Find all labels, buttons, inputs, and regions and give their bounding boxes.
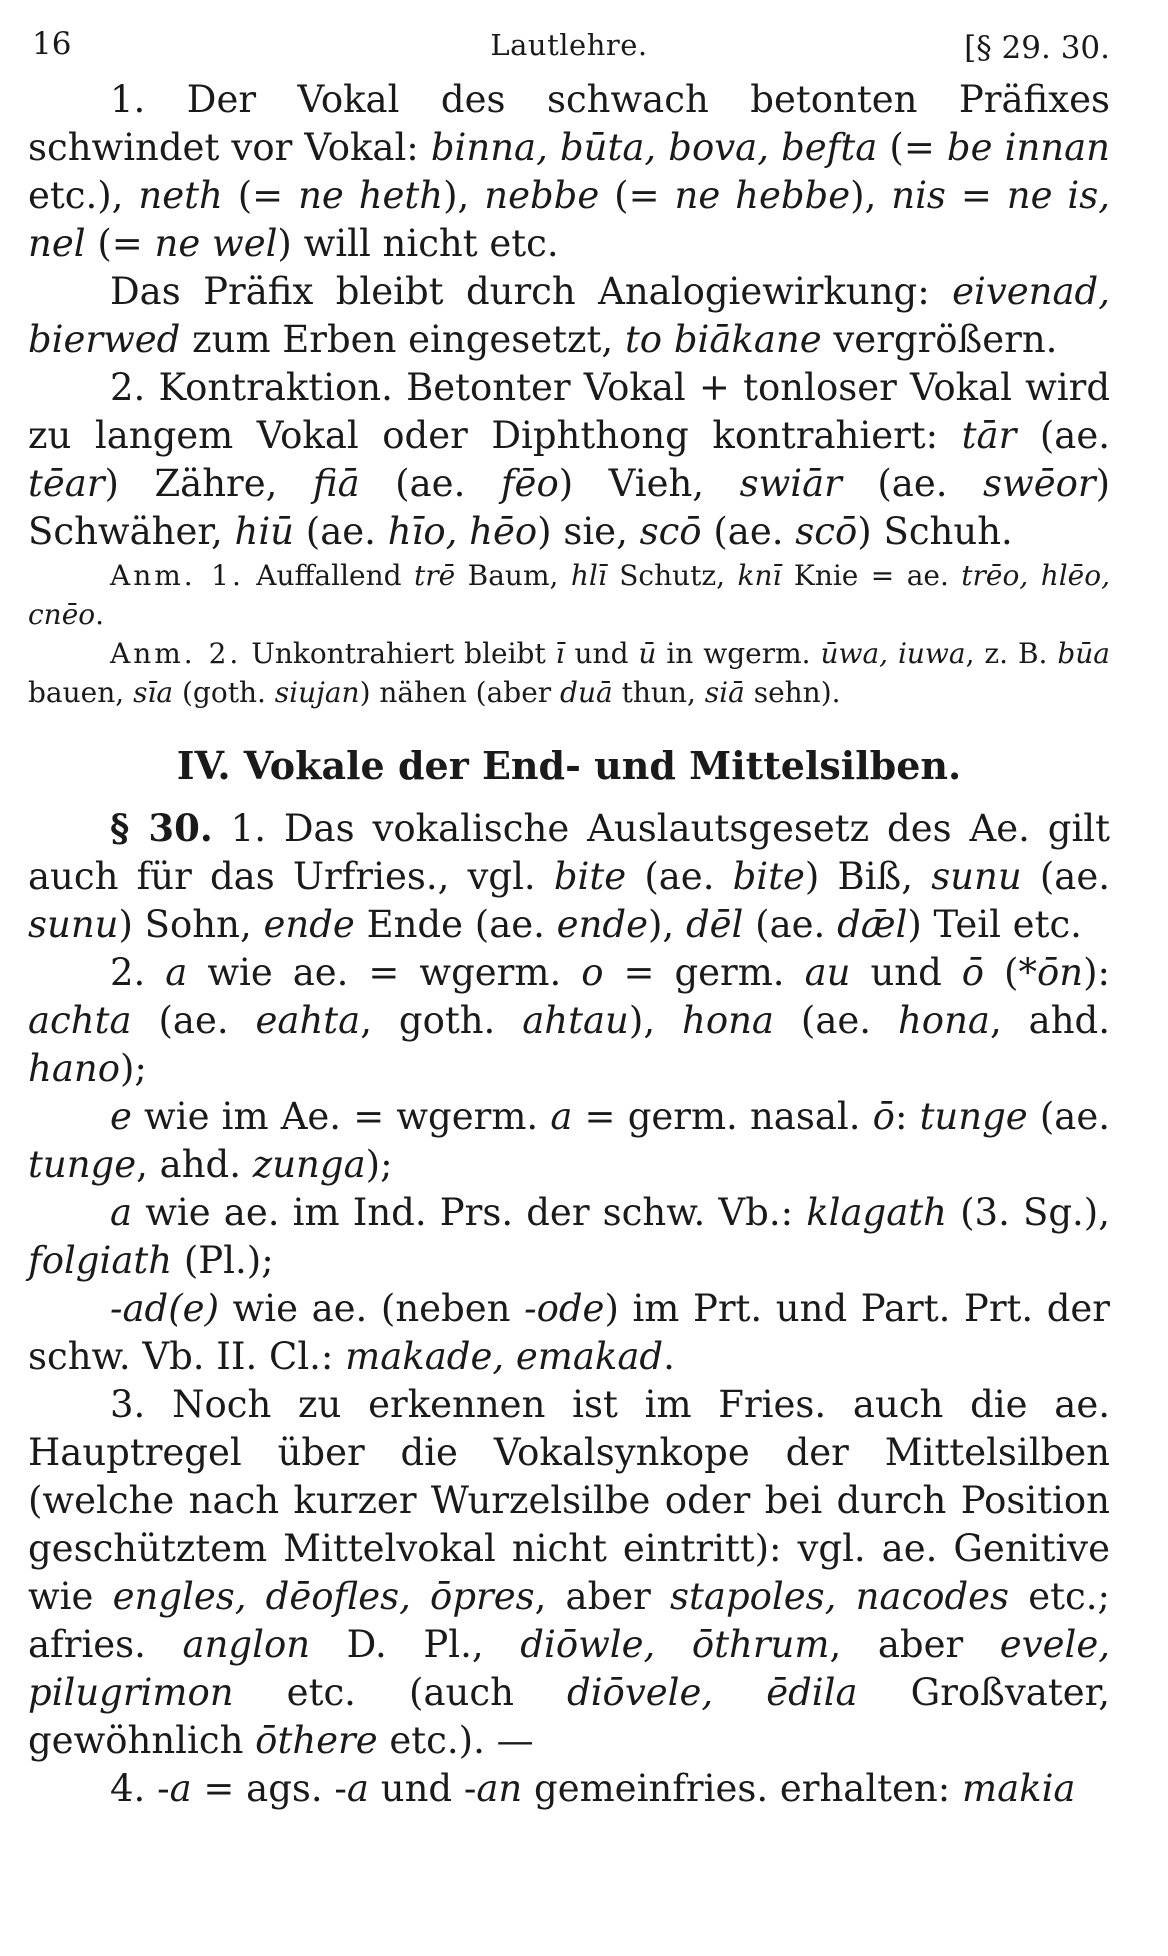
page-number: 16 — [32, 26, 72, 62]
paragraph-contraction: 2. Kontraktion. Betonter Vokal + tonloser Vokal wird zu langem Vokal oder Diphthong kontrahiert: tār (ae. tēar) Zähre, fiā (ae. fēo) Vieh, swiār (ae. swēor) Schwäher, hiū (ae. hīo, hēo) sie, scō (ae. scō) Schuh. — [28, 366, 1110, 553]
paragraph-prefix-vowel: 1. Der Vokal des schwach betonten Präfixes schwindet vor Vokal: binna, būta, bova, befta (= be innan etc.), neth (= ne heth), nebbe (= ne hebbe), nis = ne is, nel (= ne wel) will nicht etc. — [28, 78, 1110, 265]
running-header — [28, 18, 1110, 76]
annotation-1: Anm. 1. Auffallend trē Baum, hlī Schutz, knī Knie = ae. trēo, hlēo, cnēo. — [28, 559, 1111, 631]
paragraph-30-3: 3. Noch zu erkennen ist im Fries. auch die ae. Hauptregel über die Vokalsynkope der Mittelsilben (welche nach kurzer Wurzelsilbe oder bei durch Position geschütztem Mittelvokal nicht eintritt): vgl. ae. Genitive wie engles, dēofles, ōpres, aber stapoles, nacodes etc.; afries. anglon D. Pl., diōwle, ōthrum, aber evele, pilugrimon etc. (auch diōvele, ēdila Großvater, gewöhnlich ōthere etc.). — — [28, 1383, 1110, 1762]
page — [28, 18, 1110, 1813]
section-reference: [§ 29. 30. — [964, 30, 1110, 66]
paragraph-30-4: 4. -a = ags. -a und -an gemeinfries. erhalten: makia — [110, 1767, 1076, 1810]
paragraph-30-ad: -ad(e) wie ae. (neben -ode) im Prt. und Part. Prt. der schw. Vb. II. Cl.: makade, emakad. — [28, 1287, 1110, 1378]
paragraph-30-1: § 30. 1. Das vokalische Auslautsgesetz des Ae. gilt auch für das Urfries., vgl. bite (ae. bite) Biß, sunu (ae. sunu) Sohn, ende Ende (ae. ende), dēl (ae. dǣl) Teil etc. — [28, 806, 1110, 946]
paragraph-analogy: Das Präfix bleibt durch Analogiewirkung: eivenad, bierwed zum Erben eingesetzt, to biākane vergrößern. — [28, 270, 1110, 361]
paragraph-30-a: a wie ae. im Ind. Prs. der schw. Vb.: klagath (3. Sg.), folgiath (Pl.); — [28, 1191, 1111, 1282]
section-heading: IV. Vokale der End- und Mittelsilben. — [176, 743, 962, 788]
paragraph-30-2: 2. a wie ae. = wgerm. o = germ. au und ō (*ōn): achta (ae. eahta, goth. ahtau), hona (ae. hona, ahd. hano); — [28, 951, 1110, 1090]
body-text — [28, 76, 1110, 1813]
running-title: Lautlehre. — [490, 28, 648, 62]
annotation-2: Anm. 2. Unkontrahiert bleibt ī und ū in wgerm. ūwa, iuwa, z. B. būa bauen, sīa (goth. siujan) nähen (aber duā thun, siā sehn). — [28, 637, 1110, 709]
paragraph-30-e: e wie im Ae. = wgerm. a = germ. nasal. ō: tunge (ae. tunge, ahd. zunga); — [28, 1095, 1110, 1186]
section-number: § 30. — [110, 806, 213, 850]
